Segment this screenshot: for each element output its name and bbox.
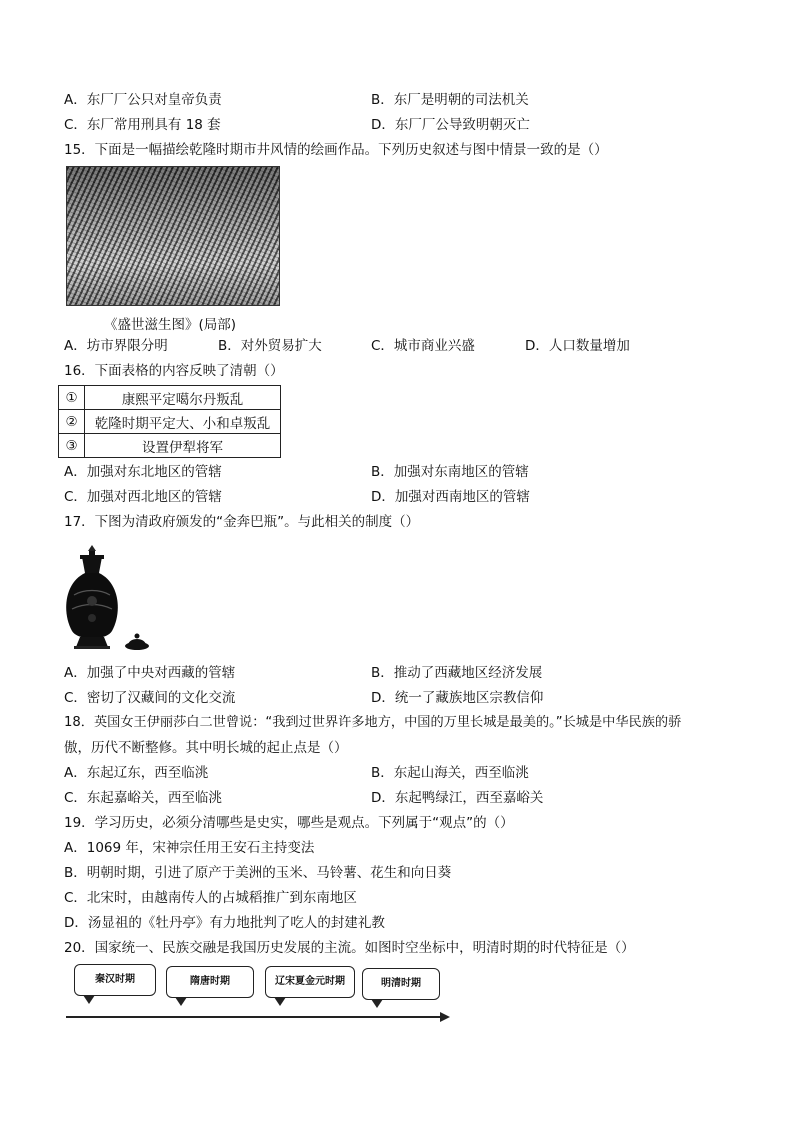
table-cell-num: ③ bbox=[59, 434, 85, 458]
table-row bbox=[59, 410, 281, 434]
q18-option-d[interactable]: D．东起鸭绿江，西至嘉峪关 bbox=[371, 790, 544, 806]
q16-stem: 16．下面表格的内容反映了清朝（） bbox=[64, 363, 284, 379]
painting-image bbox=[66, 166, 280, 306]
q14-option-a[interactable]: A．东厂厂公只对皇帝负责 bbox=[64, 92, 222, 108]
timeline-label-suitang: 隋唐时期 bbox=[166, 966, 254, 998]
q19-option-b[interactable]: B．明朝时期，引进了原产于美洲的玉米、马铃薯、花生和向日葵 bbox=[64, 865, 452, 881]
arrow-right-icon bbox=[440, 1012, 450, 1022]
q17-option-c[interactable]: C．密切了汉藏间的文化交流 bbox=[64, 690, 236, 706]
q14-option-d[interactable]: D．东厂厂公导致明朝灭亡 bbox=[371, 117, 530, 133]
table-cell-text: 设置伊犁将军 bbox=[85, 434, 281, 458]
q15-option-a[interactable]: A．坊市界限分明 bbox=[64, 338, 168, 354]
q14-option-b[interactable]: B．东厂是明朝的司法机关 bbox=[371, 92, 529, 108]
q16-table bbox=[58, 385, 281, 458]
q18-option-a[interactable]: A．东起辽东，西至临洮 bbox=[64, 765, 209, 781]
q16-option-d[interactable]: D．加强对西南地区的管辖 bbox=[371, 489, 530, 505]
q17-stem: 17．下图为清政府颁发的“金奔巴瓶”。与此相关的制度（） bbox=[64, 514, 420, 530]
table-row bbox=[59, 386, 281, 410]
table-cell-num: ② bbox=[59, 410, 85, 434]
q15-option-d[interactable]: D．人口数量增加 bbox=[525, 338, 630, 354]
vase-icon bbox=[62, 543, 162, 655]
q16-option-b[interactable]: B．加强对东南地区的管辖 bbox=[371, 464, 529, 480]
golden-urn-image bbox=[62, 543, 162, 655]
q16-option-a[interactable]: A．加强对东北地区的管辖 bbox=[64, 464, 222, 480]
q19-option-c[interactable]: C．北宋时，由越南传人的占城稻推广到东南地区 bbox=[64, 890, 357, 906]
timeline-label-qinhan: 秦汉时期 bbox=[74, 964, 156, 996]
q19-option-a[interactable]: A．1069 年，宋神宗任用王安石主持变法 bbox=[64, 840, 315, 856]
q20-stem: 20．国家统一、民族交融是我国历史发展的主流。如图时空坐标中，明清时期的时代特征是（） bbox=[64, 940, 635, 956]
q17-option-a[interactable]: A．加强了中央对西藏的管辖 bbox=[64, 665, 236, 681]
q15-caption: 《盛世滋生图》(局部) bbox=[104, 317, 237, 333]
q17-option-b[interactable]: B．推动了西藏地区经济发展 bbox=[371, 665, 543, 681]
q14-option-c[interactable]: C．东厂常用刑具有 18 套 bbox=[64, 117, 221, 133]
q15-option-b[interactable]: B．对外贸易扩大 bbox=[218, 338, 322, 354]
table-row bbox=[59, 434, 281, 458]
table-cell-text: 康熙平定噶尔丹叛乱 bbox=[85, 386, 281, 410]
timeline-axis bbox=[66, 1016, 442, 1018]
q17-option-d[interactable]: D．统一了藏族地区宗教信仰 bbox=[371, 690, 544, 706]
q18-option-b[interactable]: B．东起山海关，西至临洮 bbox=[371, 765, 529, 781]
q16-option-c[interactable]: C．加强对西北地区的管辖 bbox=[64, 489, 222, 505]
q19-option-d[interactable]: D．汤显祖的《牡丹亭》有力地批判了吃人的封建礼教 bbox=[64, 915, 385, 931]
timeline-label-liaosong: 辽宋夏金元时期 bbox=[265, 966, 355, 998]
timeline-diagram bbox=[60, 960, 460, 1025]
q18-option-c[interactable]: C．东起嘉峪关，西至临洮 bbox=[64, 790, 222, 806]
q18-stem-line1: 18．英国女王伊丽莎白二世曾说：“我到过世界许多地方，中国的万里长城是最美的。”长城是中华民族的骄 bbox=[64, 715, 682, 730]
q15-stem: 15．下面是一幅描绘乾隆时期市井风情的绘画作品。下列历史叙述与图中情景一致的是（） bbox=[64, 142, 608, 158]
q18-stem-line2: 傲，历代不断整修。其中明长城的起止点是（） bbox=[64, 740, 348, 756]
timeline-label-mingqing: 明清时期 bbox=[362, 968, 440, 1000]
q15-option-c[interactable]: C．城市商业兴盛 bbox=[371, 338, 475, 354]
table-cell-text: 乾隆时期平定大、小和卓叛乱 bbox=[85, 410, 281, 434]
q19-stem: 19．学习历史，必须分清哪些是史实，哪些是观点。下列属于“观点”的（） bbox=[64, 815, 514, 831]
table-cell-num: ① bbox=[59, 386, 85, 410]
